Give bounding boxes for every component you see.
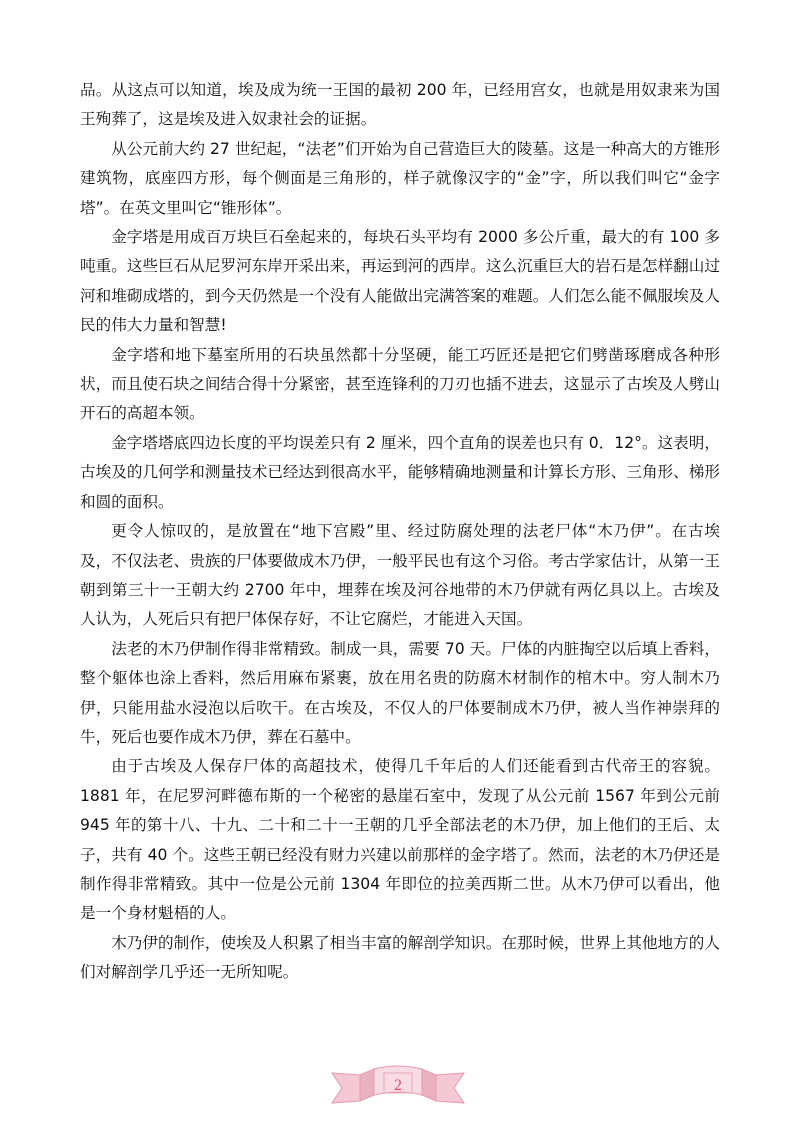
- page-footer: [330, 1063, 466, 1111]
- paragraph-4: 金字塔和地下墓室所用的石块虽然都十分坚硬，能工巧匠还是把它们劈凿琢磨成各种形状，而且使石块之间结合得十分紧密，甚至连锋利的刀刃也插不进去，这显示了古埃及人劈山开石的高超本领。: [80, 345, 720, 423]
- paragraph-7: 法老的木乃伊制作得非常精致。制成一具，需要 70 天。尸体的内脏掏空以后填上香料，整个躯体也涂上香料，然后用麻布紧裹，放在用名贵的防腐木材制作的棺木中。穷人制木乃伊，只能用盐水浸泡以后吹干。在古埃及，不仅人的尸体要制成木乃伊，被人当作神崇拜的牛，死后也要作成木乃伊，葬在石墓中。: [80, 639, 720, 746]
- body-text: [80, 76, 720, 988]
- paragraph-9: 木乃伊的制作，使埃及人积累了相当丰富的解剖学知识。在那时候，世界上其他地方的人们对解剖学几乎还一无所知呢。: [80, 933, 720, 982]
- paragraph-8: 由于古埃及人保存尸体的高超技术，使得几千年后的人们还能看到古代帝王的容貌。1881 年，在尼罗河畔德布斯的一个秘密的悬崖石室中，发现了从公元前 1567 年到公元前 945 年的第十八、十九、二十和二十一王朝的几乎全部法老的木乃伊，加上他们的王后、太子，共有 40 个。这些王朝已经没有财力兴建以前那样的金字塔了。然而，法老的木乃伊还是制作得非常精致。其中一位是公元前 1304 年即位的拉美西斯二世。从木乃伊可以看出，他是一个身材魁梧的人。: [80, 757, 720, 923]
- paragraph-1: 品。从这点可以知道，埃及成为统一王国的最初 200 年，已经用宫女，也就是用奴隶来为国王殉葬了，这是埃及进入奴隶社会的证据。: [80, 81, 720, 129]
- paragraph-5: 金字塔塔底四边长度的平均误差只有 2 厘米，四个直角的误差也只有 0．12°。这表明，古埃及的几何学和测量技术已经达到很高水平，能够精确地测量和计算长方形、三角形、梯形和圆的面积。: [80, 433, 720, 511]
- paragraph-6: 更令人惊叹的，是放置在“地下宫殿”里、经过防腐处理的法老尸体“木乃伊”。在古埃及，不仅法老、贵族的尸体要做成木乃伊，一般平民也有这个习俗。考古学家估计，从第一王朝到第三十一王朝大约 2700 年中，埋葬在埃及河谷地带的木乃伊就有两亿具以上。古埃及人认为，人死后只有把尸体保存好，不让它腐烂，才能进入天国。: [80, 522, 720, 629]
- page-number: 2: [394, 1077, 402, 1094]
- paragraph-2: 从公元前大约 27 世纪起，“法老”们开始为自己营造巨大的陵墓。这是一种高大的方锥形建筑物，底座四方形，每个侧面是三角形的，样子就像汉字的“金”字，所以我们叫它“金字塔”。在英文里叫它“锥形体”。: [80, 139, 720, 217]
- paragraph-3: 金字塔是用成百万块巨石垒起来的，每块石头平均有 2000 多公斤重，最大的有 100 多吨重。这些巨石从尼罗河东岸开采出来，再运到河的西岸。这么沉重巨大的岩石是怎样翻山过河和堆砌成塔的，到今天仍然是一个没有人能做出完满答案的难题。人们怎么能不佩服埃及人民的伟大力量和智慧!: [80, 228, 720, 335]
